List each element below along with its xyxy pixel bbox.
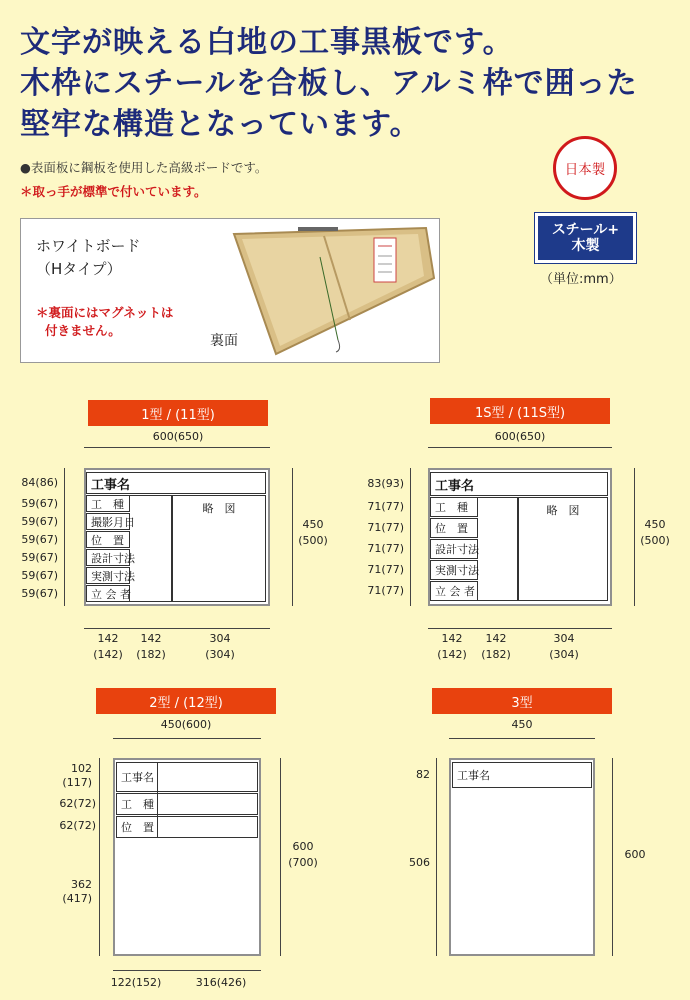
model-2-bottom-2: 316(426) [195,976,247,989]
model-1-row-4: 設計寸法 [86,549,130,566]
model-1s-height-b: (500) [640,534,670,547]
model-3-height-line [612,758,613,956]
feature-note: ●表面板に鋼板を使用した高級ボードです。 [20,160,268,175]
model-1s-height-line [634,468,635,606]
model-2-bottom-dim-line [113,970,261,971]
model-3-dim-1: 506 [409,856,430,869]
model-3-dim-0: 82 [416,768,430,781]
model-1s-height-a: 450 [644,518,666,531]
model-1-dim-6: 59(67) [21,587,58,600]
made-in-japan-seal [553,136,617,200]
model-1-dim-2: 59(67) [21,515,58,528]
made-in-label: 日本製 [564,162,606,178]
model-2-height-b: (700) [288,856,318,869]
info-title-line-1: ホワイトボード [36,237,141,255]
headline-line-2: 木枠にスチールを合板し、アルミ枠で囲った [20,66,638,101]
model-1-dim-1: 59(67) [21,497,58,510]
board-back-image [228,222,438,362]
model-1s-width: 600(650) [494,430,546,443]
model-1-left-dim-line [64,468,65,606]
model-1-bottom-b-1: (142) [93,648,123,661]
model-1s-row-1: 工 種 [430,497,478,517]
model-2-width: 450(600) [160,718,212,731]
model-1-bottom-b-2: (182) [136,648,166,661]
model-1s-bottom-b-1: (142) [437,648,467,661]
model-1s-sketch-cell: 略 図 [518,497,608,601]
model-3-height: 600 [624,848,646,861]
model-1s-width-line [428,447,612,448]
model-1-dim-5: 59(67) [21,569,58,582]
model-3-width-line [449,738,595,739]
model-1-height-b: (500) [298,534,328,547]
model-1-dim-4: 59(67) [21,551,58,564]
model-1-dim-3: 59(67) [21,533,58,546]
handle-note: ＊取っ手が標準で付いています。 [20,184,207,199]
model-1-row-5: 実測寸法 [86,567,130,584]
model-2-row-2-label: 工 種 [121,798,154,811]
model-3-width: 450 [511,718,533,731]
model-1s-value-column [478,497,518,601]
model-2-dim-3-a: 362 [71,878,92,891]
model-1-bottom-a-3: 304 [209,632,231,645]
model-2-row-1-label: 工事名 [121,771,154,784]
model-1-width-line [84,447,270,448]
headline-line-3: 堅牢な構造となっています。 [20,107,421,142]
model-3-left-dim-line [436,758,437,956]
material-line-1: スチール+ [551,221,620,238]
model-2-dim-1: 62(72) [59,797,96,810]
headline-line-1: 文字が映える白地の工事黒板です。 [20,25,514,60]
model-2-left-dim-line [99,758,100,956]
model-2-dim-0 [40,762,92,791]
model-1s-bottom-a-2: 142 [485,632,507,645]
magnet-warning [36,304,173,340]
model-2-row-3-label: 位 置 [121,821,154,834]
model-1-height-a: 450 [302,518,324,531]
model-2-dim-3-b: (417) [62,892,92,906]
magnet-warning-line-1: ＊裏面にはマグネットは [36,305,174,320]
model-2-width-line [113,738,261,739]
model-1-title-cell: 工事名 [86,472,266,494]
model-1s-bottom-b-3: (304) [549,648,579,661]
model-1-width: 600(650) [152,430,204,443]
material-line-2: 木製 [571,238,600,254]
model-2-height-a: 600 [292,840,314,853]
model-1s-row-4: 実測寸法 [430,560,478,580]
model-1s-dim-2: 71(77) [367,521,404,534]
model-1-row-1: 工 種 [86,495,130,512]
model-1s-dim-5: 71(77) [367,584,404,597]
model-2-height-line [280,758,281,956]
model-2-banner: 2型 / (12型) [96,688,276,714]
model-1s-bottom-b-2: (182) [481,648,511,661]
model-1s-dim-0: 83(93) [367,477,404,490]
model-1-row-6: 立 会 者 [86,585,130,602]
model-1s-left-dim-line [410,468,411,606]
model-1s-bottom-dim-line [428,628,612,629]
model-1-value-column [130,495,172,602]
back-side-label: 裏面 [210,333,238,349]
model-1s-title-cell: 工事名 [430,472,608,496]
model-2-row-2 [116,793,258,815]
model-1s-bottom-a-1: 142 [441,632,463,645]
model-2-row-3 [116,816,258,838]
model-2-label-divider [157,762,158,838]
model-1s-row-2: 位 置 [430,518,478,538]
model-1s-banner: 1S型 / (11S型) [430,398,610,424]
model-2-bottom-1: 122(152) [110,976,162,989]
model-1s-row-3: 設計寸法 [430,539,478,559]
model-3-title-cell: 工事名 [452,762,592,788]
model-1-bottom-a-2: 142 [140,632,162,645]
model-3-banner: 3型 [432,688,612,714]
model-1-bottom-dim-line [84,628,270,629]
model-1-row-2: 撮影月日 [86,513,130,530]
model-2-dim-3 [40,878,92,907]
material-badge [535,213,636,263]
model-1s-dim-3: 71(77) [367,542,404,555]
model-1-dim-0: 84(86) [21,476,58,489]
model-2-dim-2: 62(72) [59,819,96,832]
model-2-dim-0-b: (117) [62,776,92,790]
model-1-bottom-b-3: (304) [205,648,235,661]
model-1s-row-5: 立 会 者 [430,581,478,601]
model-2-dim-0-a: 102 [71,762,92,775]
unit-label: （単位:mm） [540,272,622,287]
model-1s-bottom-a-3: 304 [553,632,575,645]
model-1-height-line [292,468,293,606]
info-title [36,235,141,280]
magnet-warning-line-2: 付きません。 [45,323,121,339]
model-1-sketch-cell: 略 図 [172,495,266,602]
model-1-banner: 1型 / (11型) [88,400,268,426]
model-1-row-3: 位 置 [86,531,130,548]
model-1s-dim-4: 71(77) [367,563,404,576]
model-2-row-1 [116,762,258,792]
info-title-line-2: （Hタイプ） [36,259,122,278]
model-1s-dim-1: 71(77) [367,500,404,513]
model-1-bottom-a-1: 142 [97,632,119,645]
